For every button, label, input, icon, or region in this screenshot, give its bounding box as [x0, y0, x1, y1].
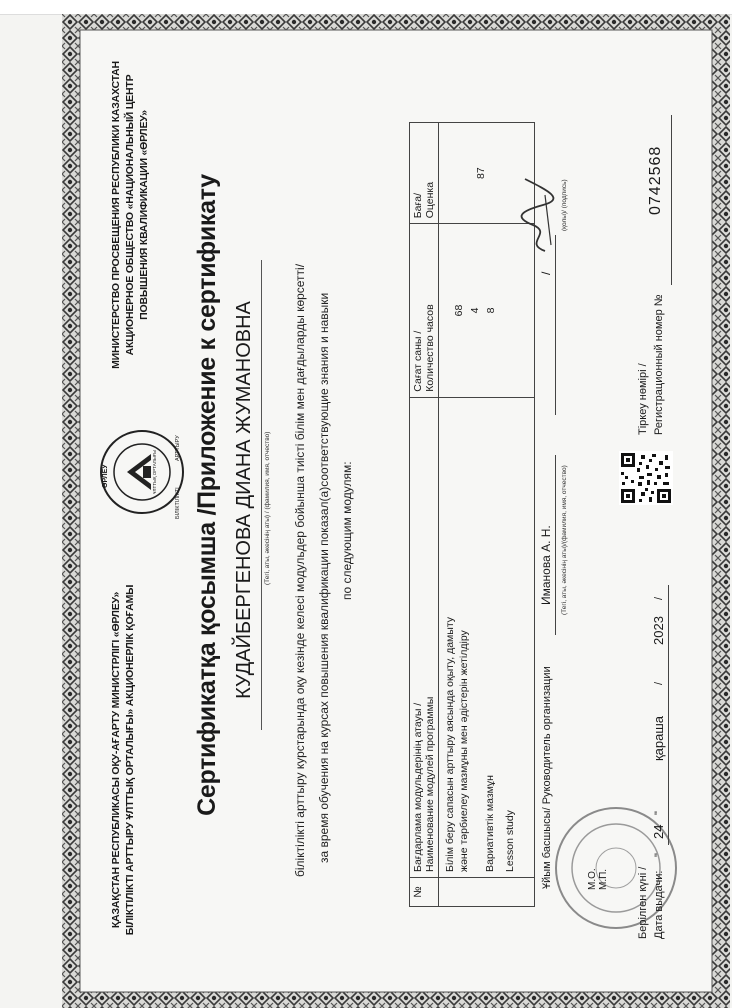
stamp-place-label: М.О. М.П.: [587, 868, 609, 890]
head-name: Иманова А. Н.: [539, 525, 553, 605]
name-caption: (Тегі, аты, әкесінің аты) / (фамилия, имя, отчество): [264, 431, 271, 585]
logo-ring-inner: ҰЛТТЫҚ ОРТАЛЫҒЫ: [152, 449, 157, 494]
module-1-line-1: Білім беру сапасын арттыру аясында оқыту, дамыту: [444, 617, 456, 872]
qr-code: [619, 451, 673, 505]
table-header-row: [410, 123, 439, 907]
logo-ring-top: ӨРЛЕУ: [102, 464, 109, 488]
quote-open: ": [653, 853, 665, 857]
header-grade-ru: Оценка: [424, 181, 436, 219]
certificate-content: [81, 25, 711, 975]
hours-3: 8: [485, 307, 497, 314]
signature-name-line: [555, 455, 556, 635]
hours-2: 4: [469, 307, 481, 314]
header-russian: МИНИСТЕРСТВО ПРОСВЕЩЕНИЯ РЕСПУБЛИКИ КАЗАХСТАН АКЦИОНЕРНОЕ ОБЩЕСТВО «НАЦИОНАЛЬНЫЙ ЦЕНТР ПОВЫШЕНИЯ КВАЛИФИКАЦИИ «ӨРЛЕУ»: [110, 61, 150, 369]
scan-edge: [0, 0, 732, 15]
person-name: КУДАЙБЕРГЕНОВА ДИАНА ЖУМАНОВНА: [233, 301, 255, 699]
issue-year: 2023: [651, 616, 666, 645]
registration-label-kz: Тіркеу нөмірі /: [637, 363, 649, 435]
grade-value: 87: [475, 167, 487, 179]
row-no-cell: [439, 877, 535, 906]
header-hours: [410, 224, 439, 397]
hours-1: 68: [453, 304, 465, 317]
registration-label-ru: Регистрационный номер №: [653, 294, 665, 435]
signature-caption: (қолы)/ (подпись): [561, 179, 568, 231]
head-name-caption: (Тегі, аты, әкесінің аты)/(фамилия, имя, отчество): [561, 465, 568, 615]
issue-month: қараша: [651, 715, 666, 761]
logo-ring-right: АРТТЫРУ: [175, 435, 181, 461]
header-module: [410, 397, 439, 877]
header-kazakh: ҚАЗАҚСТАН РЕСПУБЛИКАСЫ ОҚУ-АҒАРТУ МИНИСТРЛІГІ «ӨРЛЕУ» БІЛІКТІЛІКТІ АРТТЫРУ ҰЛТТЫҚ ОРТАЛЫҒЫ» АКЦИОНЕРЛІК ҚОҒАМЫ: [110, 584, 136, 936]
header-hours-kz: Сағат саны /: [412, 330, 424, 392]
date-underline: [668, 585, 669, 845]
module-3: Lesson study: [504, 810, 516, 872]
intro-line-3: по следующим модулям:: [340, 461, 354, 600]
module-2: Вариативтік мазмұн: [484, 775, 496, 872]
name-underline: [261, 260, 262, 730]
header-no: №: [410, 877, 439, 906]
issue-date-label-ru: Дата выдачи:: [653, 870, 665, 939]
module-1-line-2: және тәрбиелеу мазмұны мен әдістерін жетілдіру: [458, 630, 470, 872]
document-title: Сертификатқа қосымша /Приложение к сертификату: [193, 174, 221, 816]
head-of-organization-label: Ұйым басшысы/ Руководитель организации: [541, 666, 553, 889]
intro-line-2: за время обучения на курсах повышения квалификации показал(а)соответствующие знания и навыки: [317, 292, 331, 863]
header-module-ru: Наименование модулей программы: [424, 696, 436, 872]
logo-ring-left: БІЛІКТІЛІКТІ: [175, 487, 181, 519]
date-slash-2: /: [653, 596, 665, 600]
orleu-logo: [99, 429, 185, 515]
header-hours-ru: Количество часов: [424, 304, 436, 392]
row-module-cell: [439, 397, 535, 877]
handwritten-signature: [515, 175, 559, 255]
issue-day: 24: [651, 824, 666, 839]
registration-underline: [671, 115, 672, 285]
header-grade-kz: Баға/: [412, 192, 424, 219]
date-slash-1: /: [653, 681, 665, 685]
header-grade: [410, 123, 439, 224]
registration-number: 0742568: [647, 145, 664, 215]
signature-line: [555, 235, 556, 415]
issue-date-label-kz: Берілген күні /: [637, 866, 649, 939]
quote-close: ": [653, 811, 665, 815]
header-module-kz: Бағдарлама модульдерінің атауы /: [412, 702, 424, 872]
separator-slash: /: [539, 271, 553, 275]
intro-line-1: біліктілікті арттыру курстарында оқу кезінде келесі модульдер бойынша тиісті білім мен дағдыларды көрсетті/: [293, 263, 307, 877]
